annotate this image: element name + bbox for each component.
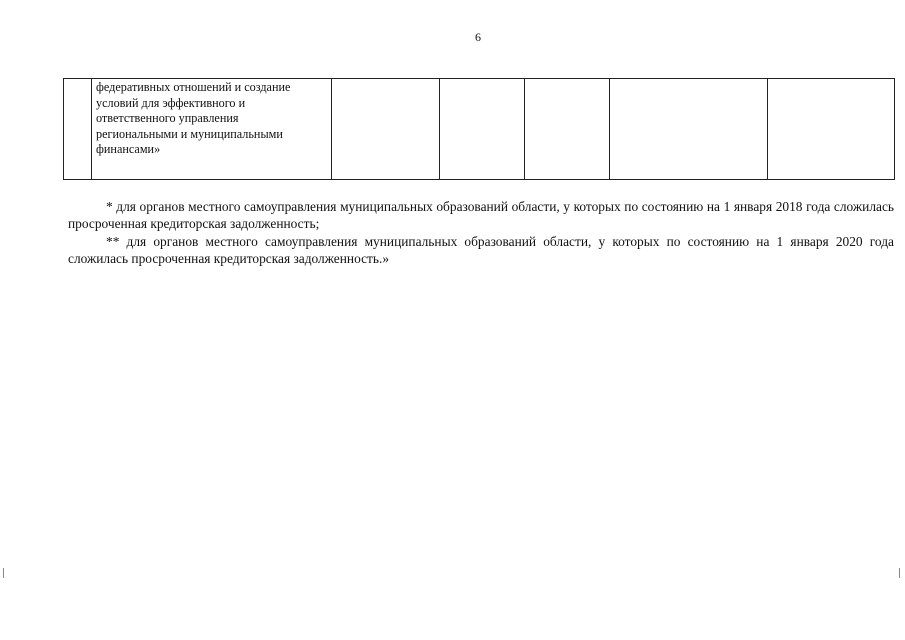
continuation-table [63,78,895,180]
description-line: финансами» [96,142,161,157]
table-cell-empty [768,79,895,180]
description-line: ответственного управления [96,111,239,126]
description-line: условий для эффективного и [96,95,246,110]
footnote-2018: * для органов местного самоуправления муниципальных образований области, у которых по состоянию на 1 января 2018 года сложилась просроченная кредиторская задолженность; [68,199,894,232]
footnote-2020: ** для органов местного самоуправления муниципальных образований области, у которых по состоянию на 1 января 2020 года сложилась просроченная кредиторская задолженность.» [68,233,894,267]
page-number: 6 [475,30,481,44]
footnotes [68,198,894,268]
table-cell-description [92,79,332,180]
table-row [64,79,895,180]
table-cell-empty [610,79,768,180]
table-cell-empty [332,79,440,180]
description-line: региональными и муниципальными [96,126,283,141]
description-line: федеративных отношений и создание [96,80,291,94]
table-cell-empty [440,79,525,180]
table-cell-empty [525,79,610,180]
scan-mark [899,568,900,578]
description-text [92,79,331,158]
table-cell-number [64,79,92,180]
scan-mark [3,568,4,578]
